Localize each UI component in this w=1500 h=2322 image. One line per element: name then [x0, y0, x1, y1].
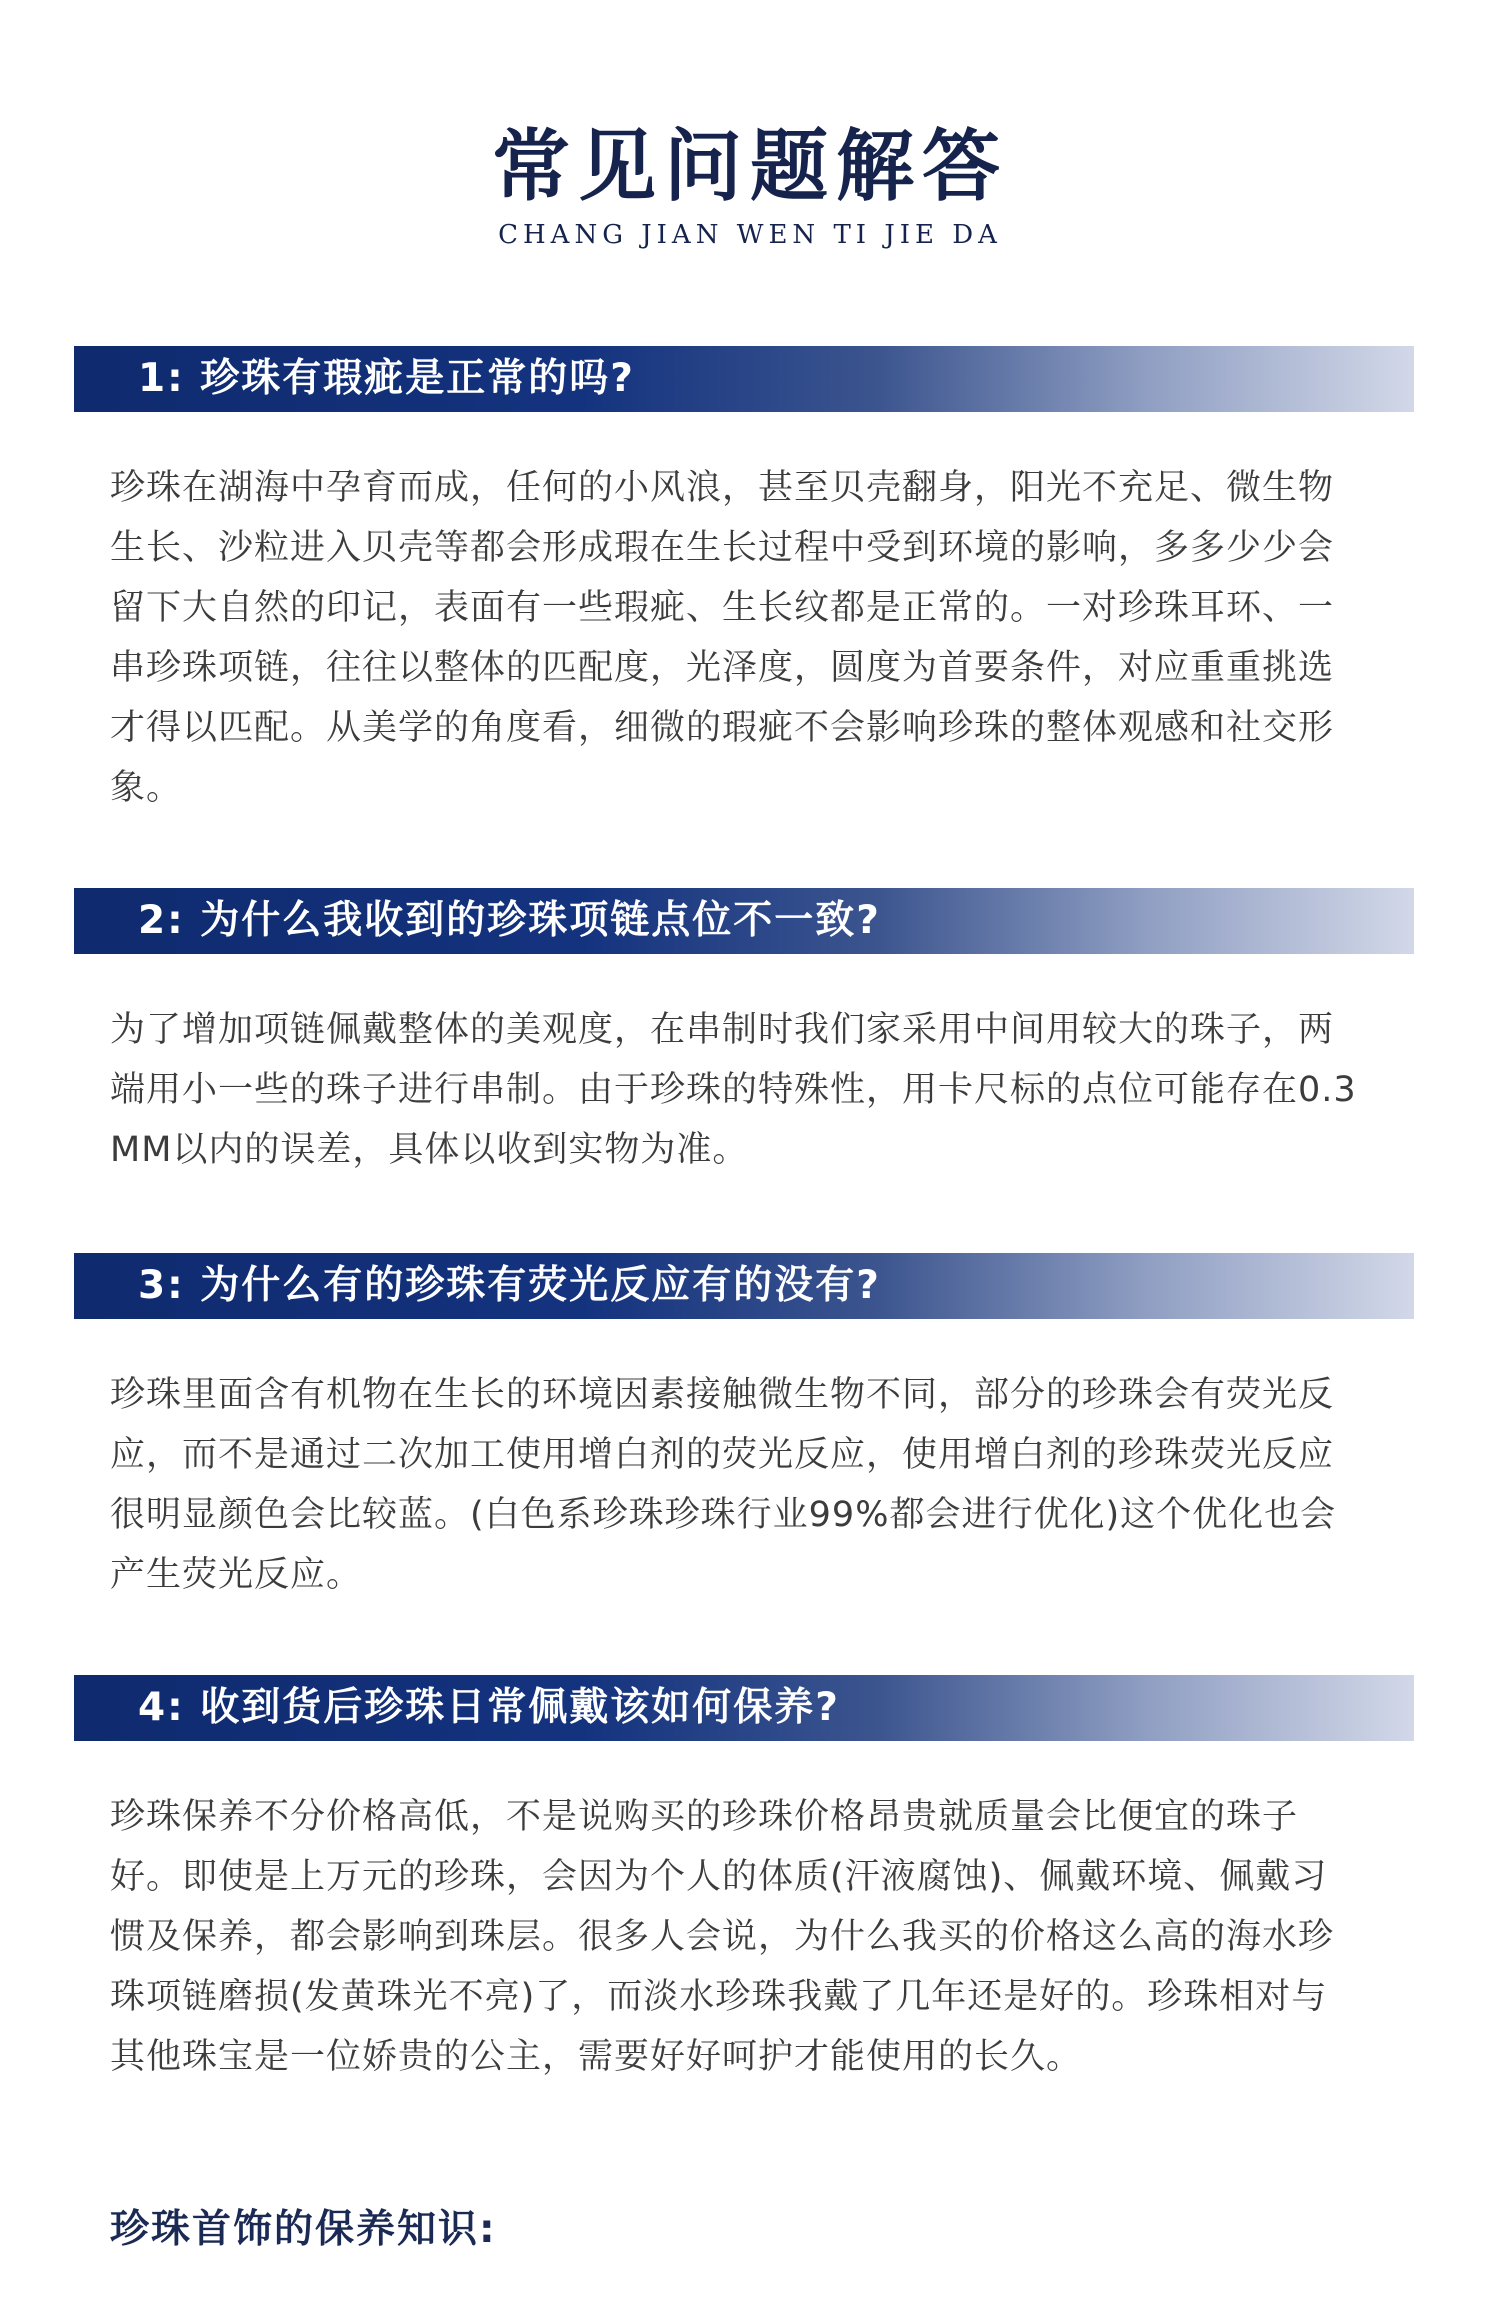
care-heading: 珍珠首饰的保养知识: — [110, 2207, 497, 2252]
faq-answer: 珍珠保养不分价格高低，不是说购买的珍珠价格昂贵就质量会比便宜的珠子好。即使是上万元的珍珠，会因为个人的体质(汗液腐蚀)、佩戴环境、佩戴习惯及保养，都会影响到珠层。很多人会说，为什么我买的价格这么高的海水珍珠项链磨损(发黄珠光不亮)了，而淡水珍珠我戴了几年还是好的。珍珠相对与其他珠宝是一位娇贵的公主，需要好好呵护才能使用的长久。 — [110, 1797, 1335, 2077]
faq-question: 2: 为什么我收到的珍珠项链点位不一致? — [138, 898, 881, 943]
faq-question-bar — [74, 1253, 1414, 1319]
faq-question-bar — [74, 888, 1414, 954]
faq-answer: 为了增加项链佩戴整体的美观度，在串制时我们家采用中间用较大的珠子，两端用小一些的珠子进行串制。由于珍珠的特殊性，用卡尺标的点位可能存在0.3MM以内的误差，具体以收到实物为准。 — [110, 1010, 1357, 1170]
page-title: 常见问题解答 — [491, 121, 1008, 212]
faq-question: 3: 为什么有的珍珠有荧光反应有的没有? — [138, 1263, 881, 1308]
faq-answer: 珍珠里面含有机物在生长的环境因素接触微生物不同，部分的珍珠会有荧光反应，而不是通过二次加工使用增白剂的荧光反应，使用增白剂的珍珠荧光反应很明显颜色会比较蓝。(白色系珍珠珍珠行业99%都会进行优化)这个优化也会产生荧光反应。 — [110, 1375, 1337, 1595]
faq-question: 1: 珍珠有瑕疵是正常的吗? — [138, 356, 635, 401]
faq-question-bar — [74, 346, 1414, 412]
faq-answer: 珍珠在湖海中孕育而成，任何的小风浪，甚至贝壳翻身，阳光不充足、微生物生长、沙粒进入贝壳等都会形成瑕在生长过程中受到环境的影响，多多少少会留下大自然的印记，表面有一些瑕疵、生长纹都是正常的。一对珍珠耳环、一串珍珠项链，往往以整体的匹配度，光泽度，圆度为首要条件，对应重重挑选才得以匹配。从美学的角度看，细微的瑕疵不会影响珍珠的整体观感和社交形象。 — [110, 468, 1335, 808]
faq-question: 4: 收到货后珍珠日常佩戴该如何保养? — [138, 1685, 840, 1730]
page-subtitle: CHANG JIAN WEN TI JIE DA — [498, 220, 1002, 250]
faq-question-bar — [74, 1675, 1414, 1741]
